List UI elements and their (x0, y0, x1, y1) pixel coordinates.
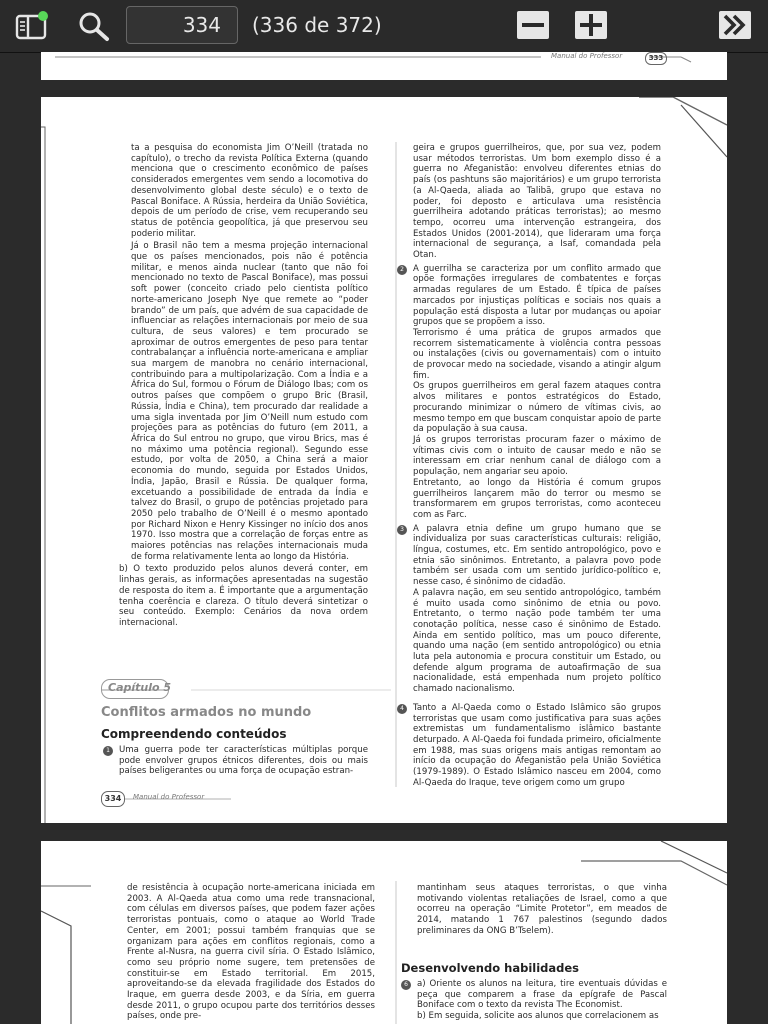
question-number-badge: 6 (401, 980, 411, 990)
page-334 (41, 97, 727, 823)
paragraph: b) Em seguida, solicite aos alunos que correlacionem as (417, 1011, 659, 1022)
paragraph: mantinham seus ataques terroristas, o que vinha motivando violentas retaliações de Israel, como a que ocorreu na operação “Limite Protetor”, em meados de 2014, matando 1 767 palestinos (segundo dados preliminares da ONG B’Tselem). (417, 883, 667, 936)
section-title: Compreendendo conteúdos (101, 727, 287, 741)
zoom-in-icon (573, 9, 609, 41)
question-1 (105, 745, 368, 777)
page-footer-number: 334 (101, 791, 125, 807)
zoom-out-icon (515, 9, 551, 41)
left-column (127, 883, 375, 1022)
paragraph: Tanto a Al-Qaeda como o Estado Islâmico são grupos terroristas que usam como justificativa para suas ações extremistas um fundamentalismo islâmico bastante deturpado. A Al-Qaeda foi fundada primeiro, oficialmente em 1988, mas suas origens mais antigas remontam ao início da ocupação do Afeganistão pela União Soviética (1979-1989). O Estado Islâmico nasceu em 2004, como Al-Qaeda do Iraque, teve origem como um grupo (413, 702, 661, 788)
search-button[interactable] (74, 8, 114, 44)
page-footer-label: Manual do Professor (133, 793, 205, 801)
zoom-out-button[interactable] (514, 8, 552, 42)
question-number-badge: 4 (397, 704, 407, 714)
paragraph: Uma guerra pode ter características múltiplas porque pode envolver grupos étnicos diferentes, dois ou mais países beligerantes ou uma força de ocupação estran- (119, 745, 368, 777)
page-footer-label: Manual do Professor (551, 52, 623, 60)
page-number-input[interactable]: 334 (126, 6, 238, 44)
question-6 (403, 979, 667, 1022)
paragraph: a) Oriente os alunos na leitura, tire eventuais dúvidas e peça que comparem a frase da epígrafe de Pascal Boniface com o texto da revista The Economist. (417, 979, 667, 1011)
paragraph: Já os grupos terroristas procuram fazer o máximo de vítimas civis com o intuito de causar medo e não se interessam em criar nenhum canal de diálogo com a população, nem angariar seu apoio. (413, 434, 661, 478)
question-number-badge: 3 (397, 525, 407, 535)
paragraph: A palavra etnia define um grupo humano que se individualiza por suas características culturais: religião, língua, costumes, etc. Em sentido antropológico, povo e etnia são sinônimos. Entretanto, a palavra povo pode também ser usada com um sentido jurídico-político e, nesse caso, é sinônimo de cidadão. (413, 523, 661, 588)
right-column (417, 883, 667, 937)
reader-toolbar (0, 0, 768, 53)
paragraph: Os grupos guerrilheiros em geral fazem ataques contra alvos militares e pontos estratégicos do Estado, procurando minimizar o número de vítimas civis, ao mesmo tempo em que buscam conquistar apoio de parte da população à sua causa. (413, 381, 661, 435)
paragraph: A guerrilha se caracteriza por um conflito armado que opõe formações irregulares de combatentes e forças armadas regulares de um Estado. É típica de países marcados por injustiças políticas e sociais nos quais a população está disposta a lutar por mudanças ou apoiar grupos que se propõem a isso. (413, 263, 661, 328)
paragraph: Já o Brasil não tem a mesma projeção internacional que os países mencionados, pois não é potência militar, e menos ainda nuclear (tanto que não foi mencionado no texto de Pascal Boniface), mas possui soft power (conceito criado pelo cientista político norte-americano Joseph Nye que remete ao “poder brando” de um país, que advém de sua capacidade de influenciar as relações internacionais por meio de sua cultura, de seus valores) e tem procurado se aproximar de outros emergentes de peso para tentar contrabalançar a influência norte-americana e ampliar sua margem de manobra no cenário internacional, contribuindo para a multipolarização. Com a Índia e a África do Sul, formou o Fórum de Diálogo Ibas; com os outros países que compõem o grupo Bric (Brasil, Rússia, Índia e China), tem procurado dar realidade a uma sigla inventada por Jim O’Neill num estudo com projeções para as potências do futuro (em 2011, a África do Sul entrou no grupo, que virou Brics, mas é no máximo uma potência regional). Segundo esse estudo, por volta de 2050, a China será a maior economia do mundo, seguida por Estados Unidos, Índia, Japão, Brasil e Rússia. De qualquer forma, excetuando a possibilidade de entrada da Índia e talvez do Brasil, o grupo de potências projetado para 2050 pelo trabalho de O’Neill é o mesmo apontado por Richard Nixon e Henry Kissinger no início dos anos 1970. Isso mostra que a correlação de forças entre as maiores potências nas relações internacionais muda de forma relativamente lenta ao longo da História. (131, 241, 368, 562)
paragraph: A palavra nação, em seu sentido antropológico, também é muito usada como sinônimo de etnia ou povo. Entretanto, o termo nação pode também ter uma conotação política, nesse caso é sinônimo de Estado. Ainda em sentido político, mas um pouco diferente, quando uma nação (em sentido antropológico) ou etnia luta pela autonomia e procura constituir um Estado, ou defende algum programa de autoafirmação de sua nacionalidade, está empenhada num projeto político chamado nacionalismo. (413, 587, 661, 695)
paragraph: b) O texto produzido pelos alunos deverá conter, em linhas gerais, as informações apresentadas na sugestão de resposta do item a. É importante que a argumentação tenha coerência e clareza. O título deverá sintetizar o seu conteúdo. Exemplo: Cenários da nova ordem internacional. (119, 564, 368, 628)
next-page-button[interactable] (716, 8, 754, 42)
paragraph: de resistência à ocupação norte-americana iniciada em 2003. A Al-Qaeda atua como uma rede transnacional, com células em diversos países, que podem fazer ações terroristas pontuais, como o ataque ao World Trade Center, em 2001; possui também franquias que se organizam para ações em conflitos regionais, como a Frente al-Nusra, na guerra civil síria. O Estado Islâmico, como seu próprio nome sugere, tem pretensões de constituir-se em Estado territorial. Em 2015, aproveitando-se da elevada fragilidade dos Estados do Iraque, em guerra desde 2003, e da Síria, em guerra desde 2011, o grupo ocupou parte dos territórios desses países, onde pre- (127, 883, 375, 1022)
question-number-badge: 1 (103, 746, 113, 756)
search-icon (76, 10, 112, 42)
page-border-decoration (41, 52, 727, 80)
sidebar-toggle-icon (15, 11, 49, 41)
page-335 (41, 841, 727, 1024)
question-number-badge: 2 (397, 265, 407, 275)
left-column (119, 143, 368, 629)
question-3 (399, 524, 661, 695)
paragraph: ta a pesquisa do economista Jim O’Neill (tratada no capítulo), o trecho da revista Política Externa (quando menciona que o crescimento econômico de países considerados emergentes vem sendo a locomotiva do desenvolvimento global deste século) e o texto de Pascal Boniface. A Rússia, herdeira da União Soviética, depois de um período de crise, vem recuperando seu status de potência geopolítica, já que preservou seu poderio militar. (131, 143, 368, 239)
right-column (399, 143, 661, 788)
question-2 (399, 264, 661, 521)
paragraph: Terrorismo é uma prática de grupos armados que recorrem sistematicamente à violência contra pessoas ou instalações (civis ou governamentais) com o intuito de provocar medo na sociedade, visando a atingir algum fim. (413, 327, 661, 381)
page-count-label: (336 de 372) (252, 13, 382, 37)
zoom-in-button[interactable] (572, 8, 610, 42)
sidebar-toggle-button[interactable] (14, 10, 50, 42)
page-333 (41, 52, 727, 80)
section-title: Desenvolvendo habilidades (401, 961, 580, 975)
paragraph: Entretanto, ao longo da História é comum grupos guerrilheiros lançarem mão do terror ou mesmo se transformarem em grupos terroristas, como aconteceu com as Farc. (413, 477, 661, 520)
chapter-title: Conflitos armados no mundo (101, 705, 312, 720)
paragraph: geira e grupos guerrilheiros, que, por sua vez, podem usar métodos terroristas. Um bom exemplo disso é a guerra no Afeganistão: envolveu diferentes etnias do país (os pashtuns são majoritários) e um grupo terrorista (a Al-Qaeda, aliada ao Talibã, grupo que estava no poder, foi deposto e articulava uma resistência guerrilheira adotando práticas terroristas); ao mesmo tempo, ocorreu uma intervenção estrangeira, dos Estados Unidos (2001-2014), que lideraram uma força internacional de segurança, a Isaf, comandada pela Otan. (413, 143, 661, 261)
chapter-label: Capítulo 5 (108, 681, 172, 694)
page-footer-number: 333 (645, 52, 667, 65)
next-page-icon (717, 9, 753, 41)
question-4 (399, 703, 661, 789)
